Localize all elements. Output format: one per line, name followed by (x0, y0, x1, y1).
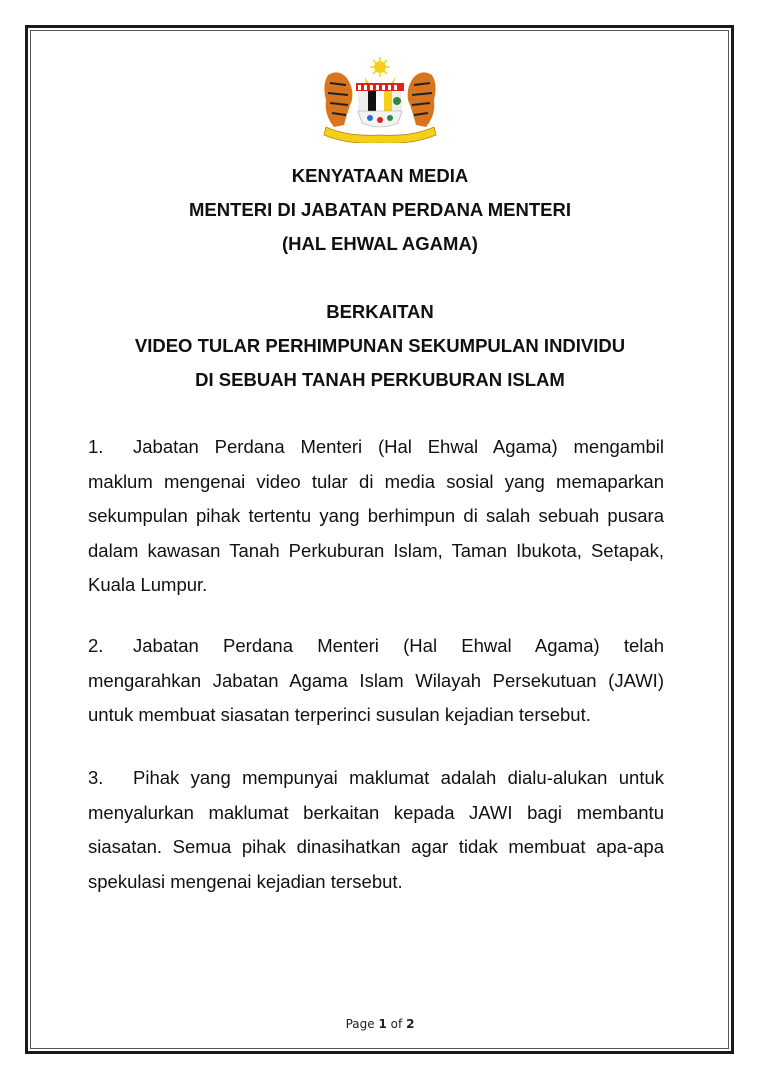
subject-line-2: VIDEO TULAR PERHIMPUNAN SEKUMPULAN INDIVIDU (134, 335, 626, 356)
paragraph-3 (88, 761, 664, 899)
page-number: Page 1 of 2 (345, 1017, 415, 1031)
paragraph-number: 3. (88, 767, 104, 788)
subject-line-1: BERKAITAN (326, 301, 434, 322)
heading-line-3: (HAL EHWAL AGAMA) (282, 233, 478, 254)
heading-line-2: MENTERI DI JABATAN PERDANA MENTERI (189, 199, 571, 220)
paragraph-text: Jabatan Perdana Menteri (Hal Ehwal Agama) telah mengarahkan Jabatan Agama Islam Wilayah Persekutuan (JAWI) untuk membuat siasatan terperinci susulan kejadian tersebut. (88, 635, 664, 725)
coat-of-arms-icon (318, 55, 442, 143)
heading-line-1: KENYATAAN MEDIA (291, 165, 469, 186)
paragraph-number: 1. (88, 436, 104, 457)
paragraph-text: Pihak yang mempunyai maklumat adalah dialu-alukan untuk menyalurkan maklumat berkaitan kepada JAWI bagi membantu siasatan. Semua pihak dinasihatkan agar tidak membuat apa-apa spekulasi mengenai kejadian tersebut. (88, 767, 664, 892)
paragraph-number: 2. (88, 635, 104, 656)
paragraph-2 (88, 629, 664, 733)
paragraph-text: Jabatan Perdana Menteri (Hal Ehwal Agama) mengambil maklum mengenai video tular di media sosial yang memaparkan sekumpulan pihak tertentu yang berhimpun di salah sebuah pusara dalam kawasan Tanah Perkuburan Islam, Taman Ibukota, Setapak, Kuala Lumpur. (88, 436, 664, 595)
paragraph-1 (88, 430, 664, 603)
subject-line-3: DI SEBUAH TANAH PERKUBURAN ISLAM (195, 369, 565, 390)
